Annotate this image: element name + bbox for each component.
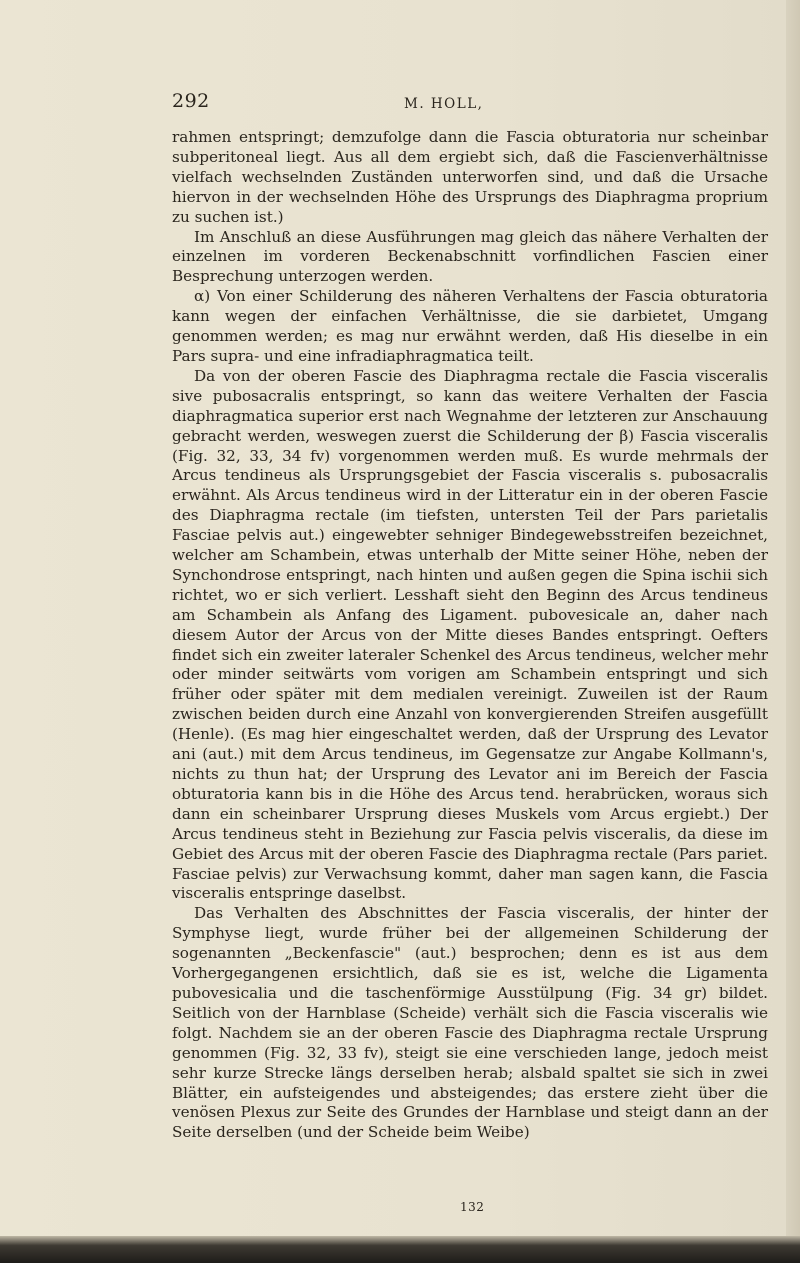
paragraph-2: Im Anschluß an diese Ausführungen mag gleich das nähere Verhalten der einzelnen im vorderen Beckenabschnitt vorfindlichen Fascien einer Besprechung unterzogen werden. [172,227,768,286]
page-edge-shadow [786,0,800,1263]
body-text [172,128,768,1143]
scan-bottom-edge [0,1236,800,1263]
paragraph-3: α) Von einer Schilderung des näheren Verhaltens der Fascia obturatoria kann wegen der einfachen Verhältnisse, die sie darbietet, Umgang genommen werden; es mag nur erwähnt werden, daß His dieselbe in ein Pars supra- und eine infradiaphragmatica teilt. [172,287,768,365]
signature-mark: 132 [460,1200,485,1214]
paragraph-5: Das Verhalten des Abschnittes der Fascia visceralis, der hinter der Symphyse liegt, wurde früher bei der allgemeinen Schilderung der sogenannten „Beckenfascie" (aut.) besprochen; denn es ist aus dem Vorhergegangenen ersichtlich, daß sie es ist, welche die Ligamenta pubovesicalia und die taschenförmige Ausstülpung (Fig. 34 gr) bildet. Seitlich von der Harnblase (Scheide) verhält sich die Fascia visceralis wie folgt. Nachdem sie an der oberen Fascie des Diaphragma rectale Ursprung genommen (Fig. 32, 33 fv), steigt sie eine verschieden lange, jedoch meist sehr kurze Strecke längs derselben herab; alsbald spaltet sie sich in zwei Blätter, ein aufsteigendes und absteigendes; das erstere zieht über die venösen Plexus zur Seite des Grundes der Harnblase und steigt dann an der Seite derselben (und der Scheide beim Weibe) [172,904,768,1142]
page-header [172,90,772,118]
running-head: M. HOLL, [404,96,484,112]
paragraph-1: rahmen entspringt; demzufolge dann die Fascia obturatoria nur scheinbar subperitoneal liegt. Aus all dem ergiebt sich, daß die Fascienverhältnisse vielfach wechselnden Zuständen unterworfen sind, und daß die Ursache hiervon in der wechselnden Höhe des Ursprungs des Diaphragma proprium zu suchen ist.) [172,128,768,226]
paragraph-4: Da von der oberen Fascie des Diaphragma rectale die Fascia visceralis sive pubosacralis entspringt, so kann das weitere Verhalten der Fascia diaphragmatica superior erst nach Wegnahme der letzteren zur Anschauung gebracht werden, weswegen zuerst die Schilderung der β) Fascia visceralis (Fig. 32, 33, 34 fv) vorgenommen werden muß. Es wurde mehrmals der Arcus tendineus als Ursprungsgebiet der Fascia visceralis s. pubosacralis erwähnt. Als Arcus tendineus wird in der Litteratur ein in der oberen Fascie des Diaphragma rectale (im tiefsten, untersten Teil der Pars parietalis Fasciae pelvis aut.) eingewebter sehniger Bindegewebsstreifen bezeichnet, welcher am Schambein, etwas unterhalb der Mitte seiner Höhe, neben der Synchondrose entspringt, nach hinten und außen gegen die Spina ischii sich richtet, wo er sich verliert. Lesshaft sieht den Beginn des Arcus tendineus am Schambein als Anfang des Ligament. pubovesicale an, daher nach diesem Autor der Arcus von der Mitte dieses Bandes entspringt. Oefters findet sich ein zweiter lateraler Schenkel des Arcus tendineus, welcher mehr oder minder seitwärts vom vorigen am Schambein entspringt und sich früher oder später mit dem medialen vereinigt. Zuweilen ist der Raum zwischen beiden durch eine Anzahl von konvergierenden Streifen ausgefüllt (Henle). (Es mag hier eingeschaltet werden, daß der Ursprung des Levator ani (aut.) mit dem Arcus tendineus, im Gegensatze zur Angabe Kollmann's, nichts zu thun hat; der Ursprung des Levator ani im Bereich der Fascia obturatoria kann bis in die Höhe des Arcus tend. herabrücken, woraus sich dann ein scheinbarer Ursprung dieses Muskels vom Arcus ergiebt.) Der Arcus tendineus steht in Beziehung zur Fascia pelvis visceralis, da diese im Gebiet des Arcus mit der oberen Fascie des Diaphragma rectale (Pars pariet. Fasciae pelvis) zur Verwachsung kommt, daher man sagen kann, die Fascia visceralis entspringe daselbst. [172,366,768,903]
page-number: 292 [172,90,210,112]
